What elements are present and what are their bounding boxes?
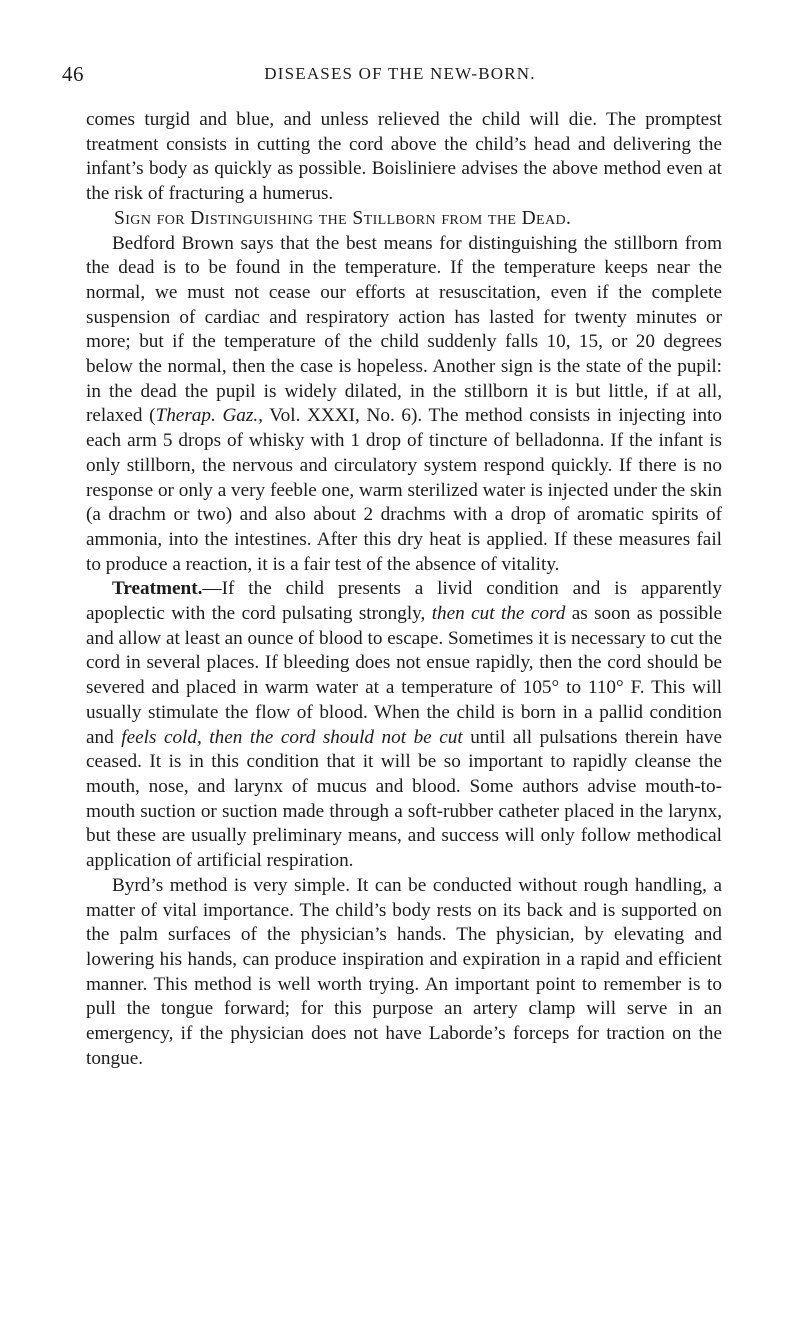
paragraph-treatment-text-b: as soon as possible and allow at least an ounce of blood to escape. Sometimes it is necessary to cut the cord in several places. If bleeding does not ensue rapidly, then the cord should be severed and placed in warm water at a temperature of 105° to 110° F. This will usually stimulate the flow of blood. When the child is born in a pallid condition and	[86, 603, 723, 748]
paragraph-bedford-brown-text-b: Vol. XXXI, No. 6). The method consists in injecting into each arm 5 drops of whisky with 1 drop of tincture of belladonna. If the infant is only stillborn, the nervous and circulatory system respond quickly. If there is no response or only a very feeble one, warm sterilized water is injected under the skin (a drachm or two) and also about 2 drachms with a drop of aromatic spirits of ammonia, into the intestines. After this dry heat is applied. If these measures fail to produce a reaction, it is a fair test of the absence of vitality.	[86, 405, 722, 575]
paragraph-byrd-method: Byrd’s method is very simple. It can be conducted without rough handling, a matter of vital importance. The child’s body rests on its back and is supported on the palm surfaces of the physician’s hands. The physician, by elevating and lowering his hands, can produce inspiration and expiration in a rapid and efficient manner. This method is well worth trying. An important point to remember is to pull the tongue forward; for this purpose an artery clamp will serve in an emergency, if the physician does not have Laborde’s forceps for traction on the tongue.	[86, 874, 722, 1069]
running-title: DISEASES OF THE NEW-BORN.	[264, 64, 536, 83]
section-heading-stillborn-sign: Sign for Distinguishing the Stillborn from the Dead.	[114, 207, 572, 229]
paragraph-treatment-text-a: —If the child presents a livid condition and is apparently apoplectic with the cord pulsating strongly,	[86, 578, 722, 625]
body-text	[86, 108, 722, 1071]
paragraph-continuation: comes turgid and blue, and unless relieved the child will die. The promptest treatment consists in cutting the cord above the child’s head and delivering the infant’s body as quickly as possible. Boisliniere advises the above method even at the risk of fracturing a humerus.	[86, 109, 722, 205]
emphasis-cord-not-cut: feels cold, then the cord should not be cut	[121, 726, 463, 748]
paragraph-treatment	[86, 577, 722, 873]
paragraph-bedford-brown	[86, 232, 722, 578]
page-number: 46	[62, 62, 84, 86]
paragraph-bedford-brown-text-a: Bedford Brown says that the best means for distinguishing the stillborn from the dead is to be found in the temperature. If the temperature keeps near the normal, we must not cease our efforts at resuscitation, even if the complete suspension of cardiac and respiratory action has lasted for twenty minutes or more; but if the temperature of the child suddenly falls 10, 15, or 20 degrees below the normal, then the case is hopeless. Another sign is the state of the pupil: in the dead the pupil is widely dilated, in the stillborn it is but little, if at all, relaxed (	[86, 232, 722, 427]
running-head	[62, 62, 738, 88]
treatment-lead-heading: Treatment.	[112, 578, 203, 600]
emphasis-cut-cord: then cut the cord	[431, 603, 566, 625]
paragraph-treatment-text-c: until all pulsations therein have ceased. It is in this condition that it will be so important to rapidly cleanse the mouth, nose, and larynx of mucus and blood. Some authors advise mouth-to-mouth suction or suction made through a soft-rubber catheter placed in the larynx, but these are usually preliminary means, and success will only follow methodical application of artificial respiration.	[86, 726, 722, 872]
citation-therap-gaz: Therap. Gaz.,	[155, 405, 263, 427]
